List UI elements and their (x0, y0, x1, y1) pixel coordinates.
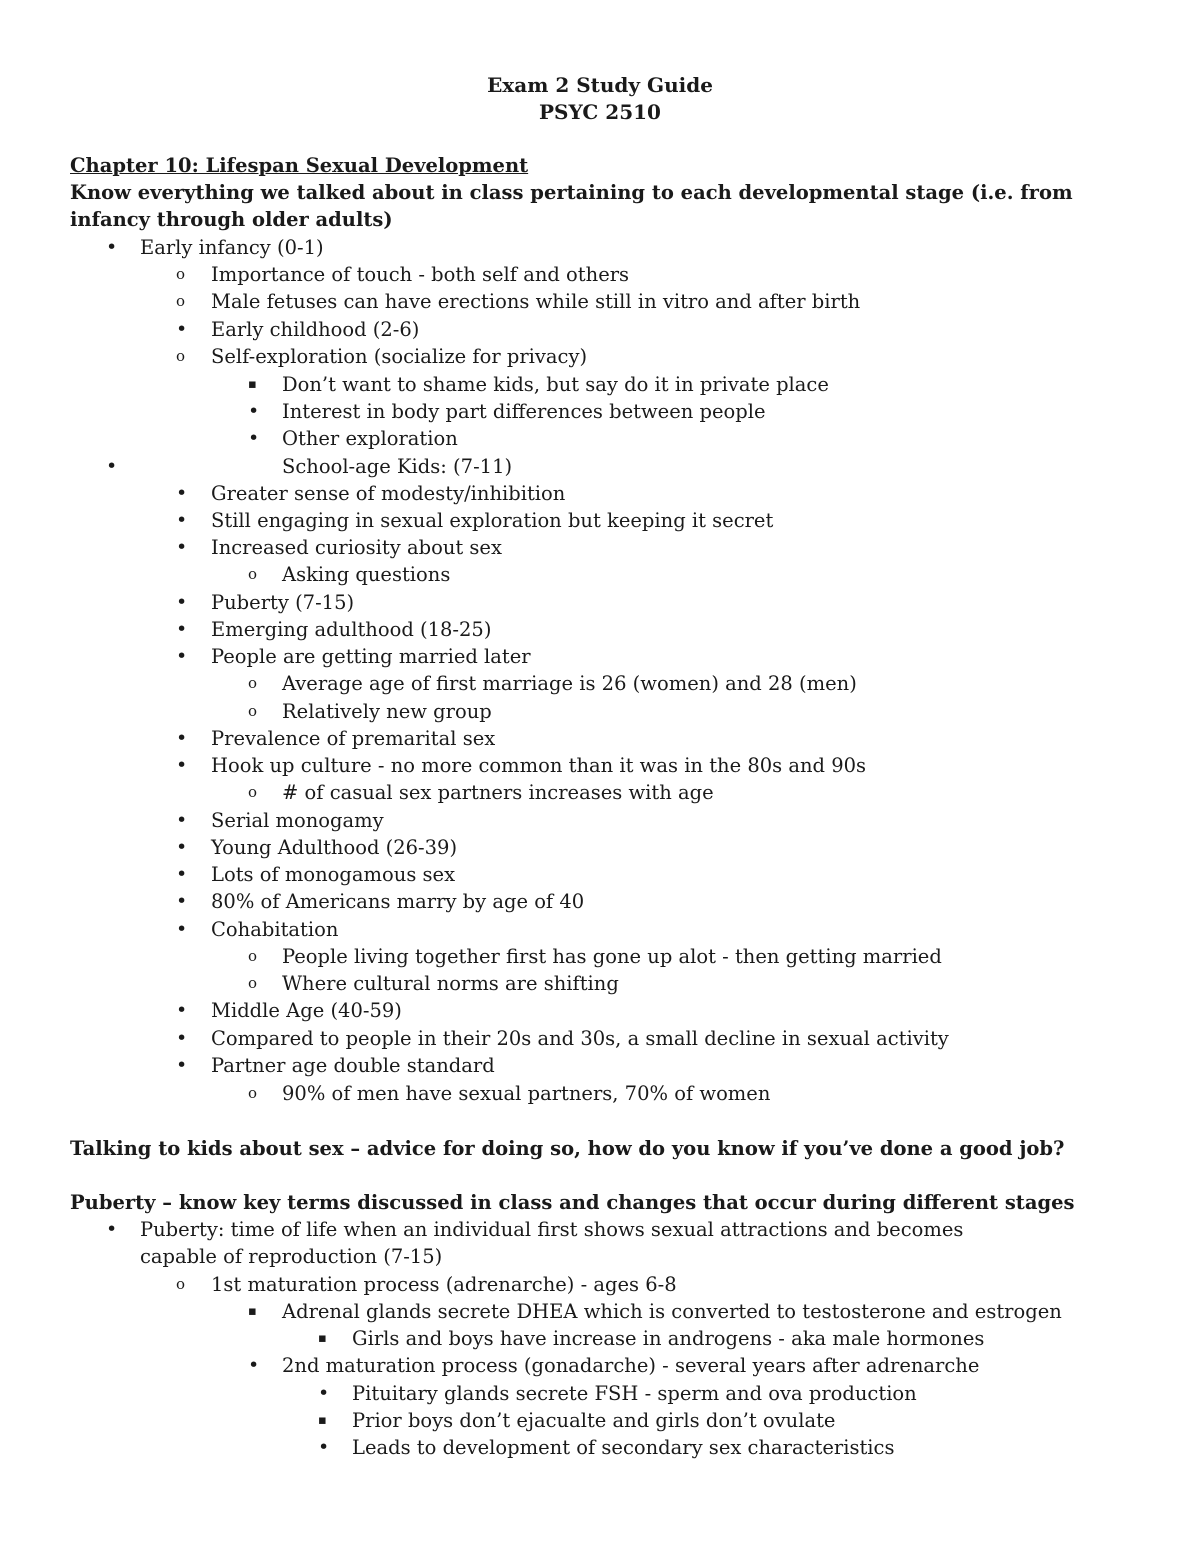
bullet-marker (106, 1216, 117, 1243)
bullet-marker (248, 398, 259, 425)
list-item: • Still engaging in sexual exploration but keeping it secret (211, 507, 773, 534)
chapter-instruction: Know everything we talked about in class pertaining to each developmental stage (i.e. from infancy through older adults) (70, 181, 1073, 231)
bullet-marker (176, 316, 187, 343)
circle-marker (248, 698, 257, 725)
list-item: • Cohabitation (211, 916, 338, 943)
list-item: • Early infancy (0-1) (140, 234, 324, 261)
bullet-marker (176, 861, 187, 888)
list-item: • Prevalence of premarital sex (211, 725, 495, 752)
list-item: o Relatively new group (282, 698, 492, 725)
circle-marker (176, 343, 185, 370)
square-marker (318, 1407, 327, 1434)
list-item: o Average age of first marriage is 26 (women) and 28 (men) (282, 670, 857, 697)
bullet-marker (176, 752, 187, 779)
bullet-marker (106, 453, 117, 480)
course-code: PSYC 2510 (539, 100, 661, 124)
list-item: • Interest in body part differences between people (282, 398, 766, 425)
list-item: ▪ Girls and boys have increase in androgens - aka male hormones (352, 1325, 984, 1352)
list-item: • Other exploration (282, 425, 458, 452)
bullet-marker (248, 1352, 259, 1379)
list-item: o 90% of men have sexual partners, 70% of women (282, 1080, 770, 1107)
bullet-marker (176, 480, 187, 507)
bullet-marker (176, 1025, 187, 1052)
list-item: • Lots of monogamous sex (211, 861, 455, 888)
list-item: ▪ Prior boys don’t ejacualte and girls don’t ovulate (352, 1407, 835, 1434)
bullet-marker (106, 234, 117, 261)
talking-heading: Talking to kids about sex – advice for doing so, how do you know if you’ve done a good job? (70, 1137, 1065, 1160)
circle-marker (248, 970, 257, 997)
list-item: ▪ Don’t want to shame kids, but say do it in private place (282, 371, 829, 398)
list-item: • Increased curiosity about sex (211, 534, 502, 561)
bullet-marker (248, 425, 259, 452)
list-item: o Where cultural norms are shifting (282, 970, 619, 997)
circle-marker (176, 288, 185, 315)
bullet-marker (176, 589, 187, 616)
bullet-marker (176, 643, 187, 670)
bullet-marker (176, 534, 187, 561)
list-item: • School-age Kids: (7-11) (282, 453, 512, 480)
list-item: • Leads to development of secondary sex characteristics (352, 1434, 894, 1461)
square-marker (248, 1298, 257, 1325)
bullet-marker (176, 997, 187, 1024)
list-item: • People are getting married later (211, 643, 531, 670)
list-item: • 80% of Americans marry by age of 40 (211, 888, 584, 915)
list-item: o Self-exploration (socialize for privacy) (211, 343, 587, 370)
list-item: • Emerging adulthood (18-25) (211, 616, 491, 643)
list-item: • Puberty (7-15) (211, 589, 354, 616)
list-item: • Middle Age (40-59) (211, 997, 402, 1024)
list-item: • Serial monogamy (211, 807, 384, 834)
circle-marker (248, 561, 257, 588)
bullet-marker (176, 1052, 187, 1079)
list-item: • Greater sense of modesty/inhibition (211, 480, 565, 507)
bullet-marker (176, 507, 187, 534)
list-item: • 2nd maturation process (gonadarche) - several years after adrenarche (282, 1352, 979, 1379)
square-marker (248, 371, 257, 398)
bullet-marker (318, 1380, 329, 1407)
bullet-marker (176, 616, 187, 643)
chapter-heading: Chapter 10: Lifespan Sexual Development (70, 154, 529, 177)
list-item: o 1st maturation process (adrenarche) - ages 6-8 (211, 1271, 677, 1298)
bullet-marker (318, 1434, 329, 1461)
bullet-marker (176, 807, 187, 834)
list-item: o # of casual sex partners increases with age (282, 779, 714, 806)
circle-marker (248, 670, 257, 697)
circle-marker (248, 1080, 257, 1107)
list-item: o Male fetuses can have erections while still in vitro and after birth (211, 288, 860, 315)
square-marker (318, 1325, 327, 1352)
bullet-marker (176, 834, 187, 861)
list-item: • Pituitary glands secrete FSH - sperm and ova production (352, 1380, 917, 1407)
bullet-marker (176, 888, 187, 915)
circle-marker (248, 943, 257, 970)
bullet-marker (176, 916, 187, 943)
bullet-marker (176, 725, 187, 752)
list-item: ▪ Adrenal glands secrete DHEA which is converted to testosterone and estrogen (282, 1298, 1062, 1325)
list-item: • Compared to people in their 20s and 30s, a small decline in sexual activity (211, 1025, 949, 1052)
puberty-heading: Puberty – know key terms discussed in class and changes that occur during different stages (70, 1191, 1075, 1214)
list-item: o People living together first has gone up alot - then getting married (282, 943, 942, 970)
list-item: • Young Adulthood (26-39) (211, 834, 457, 861)
list-item: • Early childhood (2-6) (211, 316, 419, 343)
circle-marker (248, 779, 257, 806)
list-item: • Partner age double standard (211, 1052, 495, 1079)
list-item: o Asking questions (282, 561, 450, 588)
list-item: • Hook up culture - no more common than it was in the 80s and 90s (211, 752, 866, 779)
circle-marker (176, 261, 185, 288)
circle-marker (176, 1271, 185, 1298)
document-title: Exam 2 Study Guide (487, 73, 713, 97)
list-item: • Puberty: time of life when an individual first shows sexual attractions and becomes capable of reproduction (7-15) (140, 1216, 1040, 1270)
list-item: o Importance of touch - both self and others (211, 261, 629, 288)
